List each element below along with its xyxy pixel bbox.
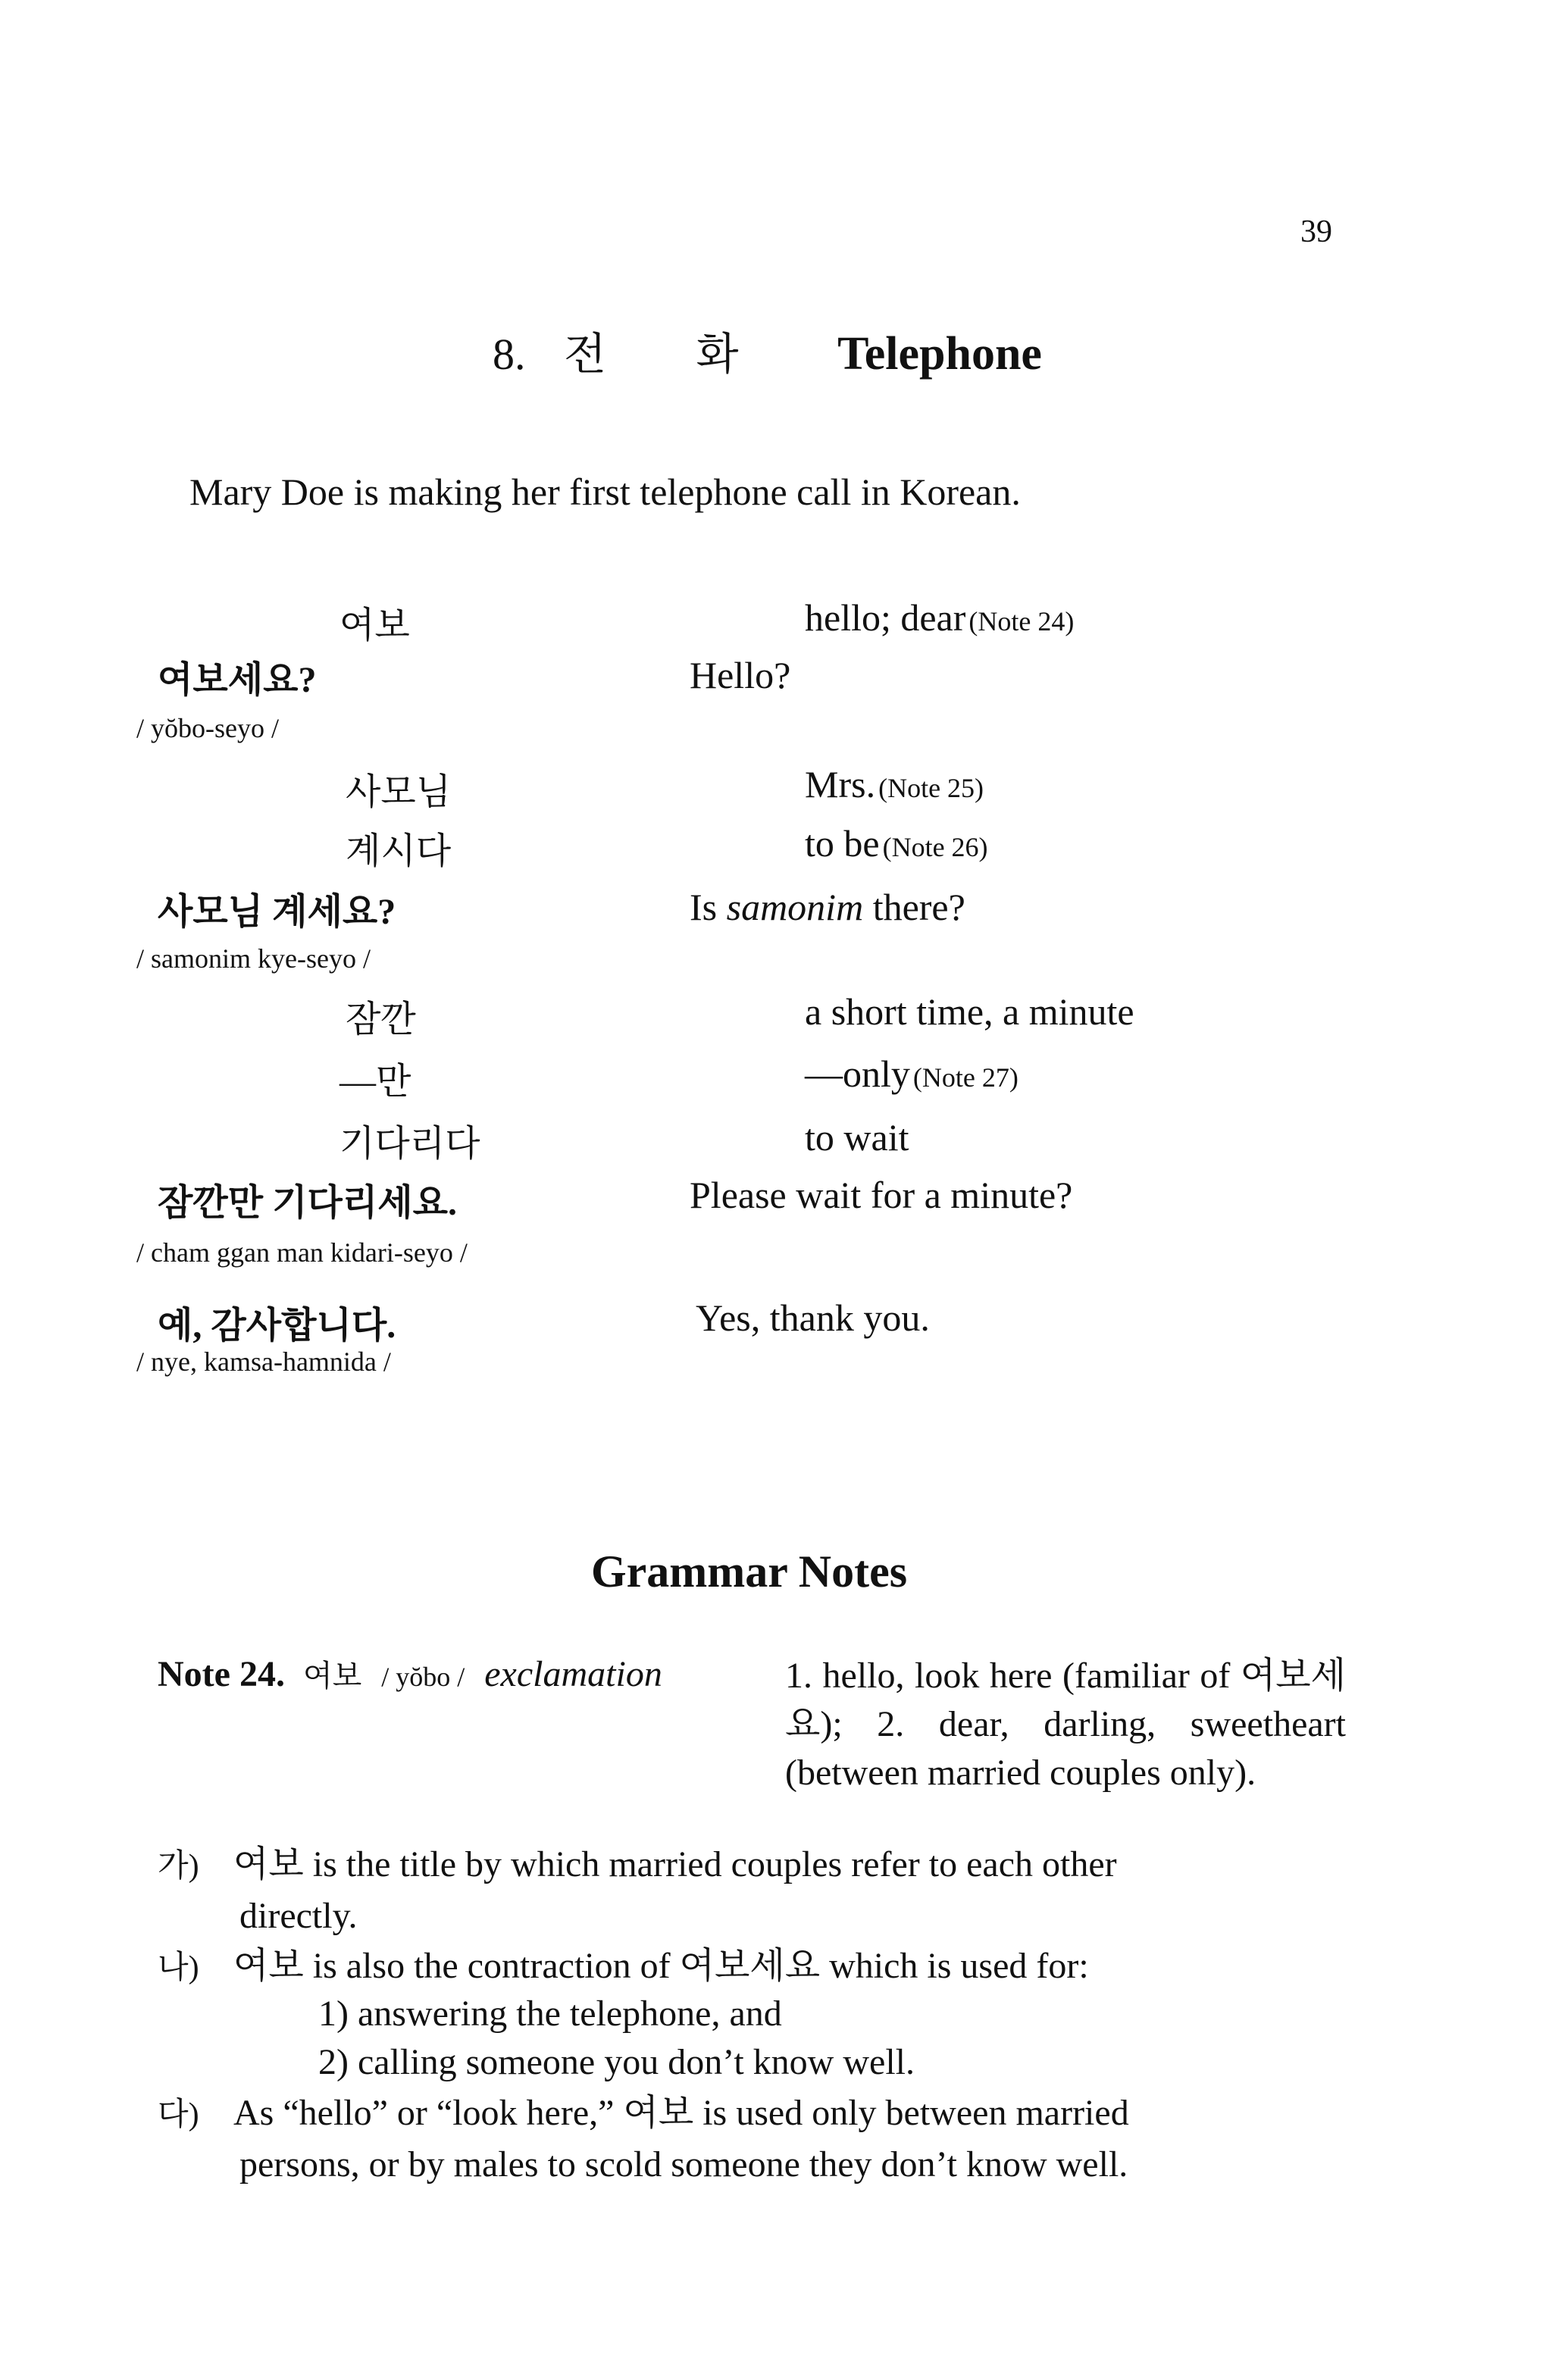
sentence-english — [690, 653, 790, 697]
vocab-english — [805, 1115, 909, 1159]
vocab-korean: —만 — [340, 1062, 411, 1102]
note-24-definition: 1. hello, look here (familiar of 여보세요); 2. dear, darling, sweetheart (between married couples only). — [785, 1656, 1346, 1793]
note-item — [158, 1941, 1347, 1993]
vocab-korean: 기다리다 — [340, 1124, 480, 1164]
vocab-english — [805, 821, 988, 865]
note-reference: (Note 26) — [882, 832, 988, 862]
vocab-gloss: —only — [805, 1052, 910, 1095]
chapter-title-korean: 전 화 — [564, 330, 778, 379]
vocab-korean: 잠깐 — [346, 999, 416, 1040]
note-korean: 여보 — [302, 1659, 362, 1693]
vocab-gloss: Mrs. — [805, 763, 876, 805]
vocab-english — [805, 762, 984, 806]
vocab-english — [805, 1052, 1018, 1096]
note-item-marker: 나) — [158, 1950, 199, 1985]
intro-text: Mary Doe is making her first telephone call in Korean. — [189, 471, 1021, 513]
sentence-english-italic: samonim — [726, 886, 864, 928]
sentence-romanization: / cham ggan man kidari-seyo / — [136, 1237, 468, 1268]
vocab-gloss: to wait — [805, 1116, 909, 1159]
vocab-korean: 사모님 — [346, 772, 452, 812]
vocab-gloss: a short time, a minute — [805, 990, 1134, 1033]
sentence-english-text: Is — [690, 886, 727, 928]
sentence-romanization: / yŏbo-seyo / — [136, 713, 279, 743]
note-item-continuation: persons, or by males to scold someone they don’t know well. — [239, 2144, 1128, 2185]
note-item-text: 여보 is the title by which married couples refer to each other — [233, 1844, 1117, 1884]
note-subitem: 1) answering the telephone, and — [318, 1994, 782, 2034]
grammar-notes-heading: Grammar Notes — [591, 1547, 908, 1597]
sentence-english-suffix: there? — [863, 886, 965, 928]
vocab-korean: 계시다 — [346, 831, 452, 871]
vocab-korean: 여보 — [340, 605, 410, 646]
sentence-romanization: / nye, kamsa-hamnida / — [136, 1346, 391, 1377]
chapter-title — [493, 318, 1042, 382]
vocab-english — [805, 990, 1134, 1034]
vocab-english — [805, 596, 1074, 640]
note-item-marker: 다) — [158, 2097, 199, 2132]
page-number: 39 — [1300, 214, 1332, 249]
sentence-english — [690, 885, 965, 929]
sentence-english-text: Please wait for a minute? — [690, 1174, 1073, 1216]
note-item-marker: 가) — [158, 1849, 199, 1884]
sentence-english-text: Hello? — [690, 654, 791, 696]
note-reference: (Note 24) — [968, 606, 1075, 636]
note-24-header — [158, 1652, 662, 1695]
note-item — [158, 1840, 1347, 1941]
sentence-korean: 여보세요? — [158, 660, 317, 700]
sentence-english — [690, 1173, 1072, 1217]
note-reference: (Note 27) — [912, 1062, 1018, 1093]
note-reference: (Note 25) — [878, 773, 984, 803]
vocab-gloss: hello; dear — [805, 596, 966, 639]
sentence-romanization: / samonim kye-seyo / — [136, 943, 371, 974]
vocab-gloss: to be — [805, 822, 880, 865]
note-part-of-speech: exclamation — [484, 1654, 662, 1694]
note-subitem: 2) calling someone you don’t know well. — [318, 2042, 915, 2082]
chapter-number: 8. — [493, 330, 526, 379]
note-item-continuation: directly. — [239, 1896, 358, 1936]
note-item-text: 여보 is also the contraction of 여보세요 which is used for: — [233, 1946, 1089, 1986]
sentence-english — [696, 1296, 930, 1340]
sentence-korean: 예, 감사합니다. — [158, 1306, 396, 1346]
note-label: Note 24. — [158, 1654, 285, 1694]
note-item — [158, 2088, 1347, 2190]
sentence-english-text: Yes, thank you. — [696, 1296, 930, 1339]
chapter-title-english: Telephone — [837, 328, 1042, 380]
note-romanization: / yŏbo / — [381, 1662, 465, 1692]
sentence-korean: 사모님 계세요? — [158, 892, 396, 932]
note-item-text: As “hello” or “look here,” 여보 is used only between married — [233, 2093, 1129, 2133]
sentence-korean: 잠깐만 기다리세요. — [158, 1183, 457, 1223]
